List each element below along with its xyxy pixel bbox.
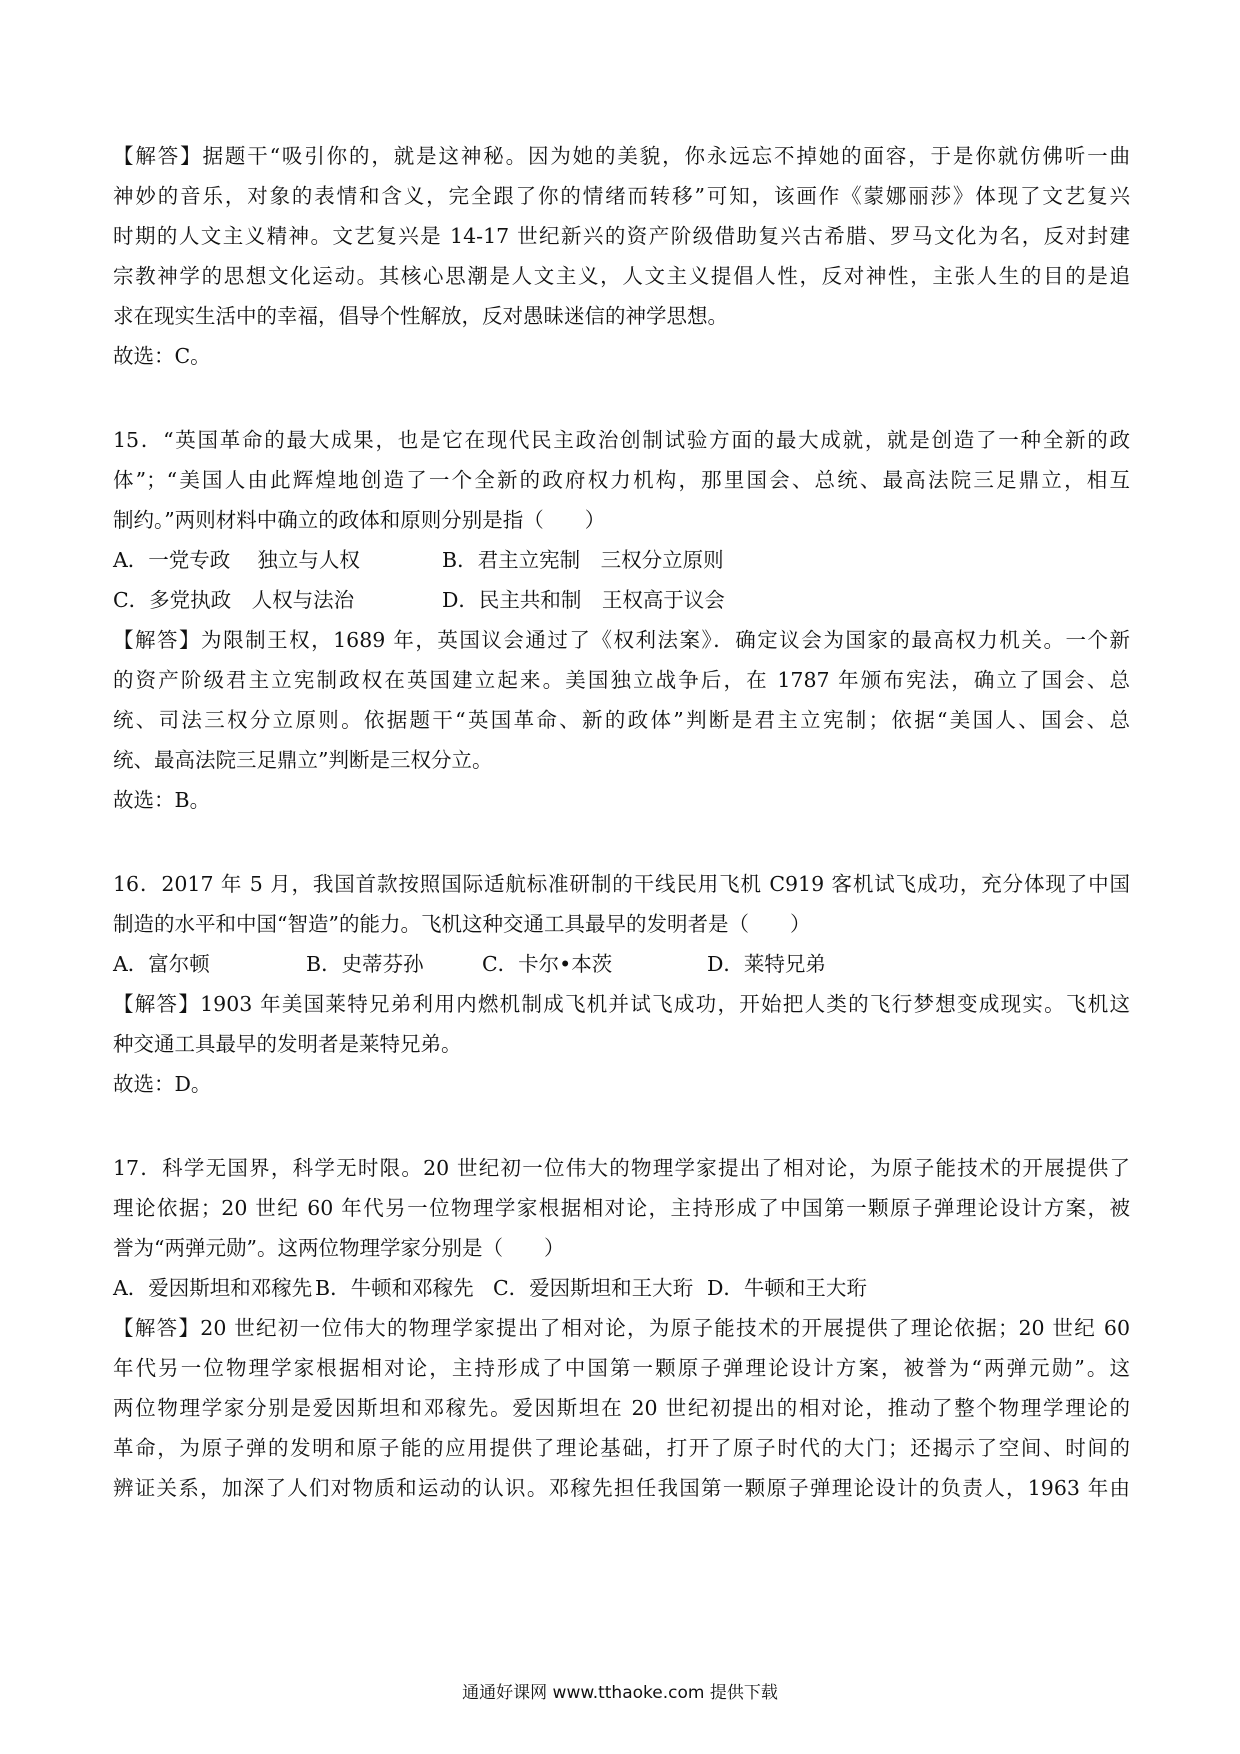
q14-analysis-line: 宗教神学的思想文化运动。其核心思潮是人文主义，人文主义提倡人性，反对神性，主张人生的目的是追 xyxy=(113,264,1130,288)
q17-stem-line: 理论依据；20 世纪 60 年代另一位物理学家根据相对论，主持形成了中国第一颗原子弹理论设计方案，被 xyxy=(113,1196,1130,1220)
q15-option-c: C．多党执政 人权与法治 xyxy=(113,588,355,612)
q16-answer: 故选：D。 xyxy=(113,1072,212,1096)
q15-analysis-line: 的资产阶级君主立宪制政权在英国建立起来。美国独立战争后，在 1787 年颁布宪法，确立了国会、总 xyxy=(113,668,1130,692)
q16-option-d: D．莱特兄弟 xyxy=(707,952,826,976)
q14-analysis-line: 时期的人文主义精神。文艺复兴是 14-17 世纪新兴的资产阶级借助复兴古希腊、罗马文化为名，反对封建 xyxy=(113,224,1130,248)
q17-analysis-line: 年代另一位物理学家根据相对论，主持形成了中国第一颗原子弹理论设计方案，被誉为“两弹元勋”。这 xyxy=(113,1356,1130,1380)
q17-options-row xyxy=(113,1268,1130,1308)
q14-block xyxy=(113,136,1130,376)
q17-stem-line: 誉为“两弹元勋”。这两位物理学家分别是（ ） xyxy=(113,1236,565,1260)
q17-option-c: C．爱因斯坦和王大珩 xyxy=(493,1276,694,1300)
q15-option-d: D．民主共和制 王权高于议会 xyxy=(442,588,725,612)
q17-analysis-line: 革命，为原子弹的发明和原子能的应用提供了理论基础，打开了原子时代的大门；还揭示了空间、时间的 xyxy=(113,1436,1130,1460)
q16-option-a: A．富尔顿 xyxy=(113,952,210,976)
q15-analysis-line: 统、最高法院三足鼎立”判断是三权分立。 xyxy=(113,748,493,772)
q15-options-row xyxy=(113,540,1130,580)
q16-option-b: B．史蒂芬孙 xyxy=(306,952,424,976)
q14-analysis-line: 神妙的音乐，对象的表情和含义，完全跟了你的情绪而转移”可知，该画作《蒙娜丽莎》体现了文艺复兴 xyxy=(113,184,1130,208)
q14-analysis-line: 求在现实生活中的幸福，倡导个性解放，反对愚昧迷信的神学思想。 xyxy=(113,304,728,328)
q15-stem-line: 体”；“美国人由此辉煌地创造了一个全新的政府权力机构，那里国会、总统、最高法院三足鼎立，相互 xyxy=(113,468,1130,492)
q16-options-row xyxy=(113,944,1130,984)
q16-analysis-line: 种交通工具最早的发明者是莱特兄弟。 xyxy=(113,1032,462,1056)
q17-option-b: B．牛顿和邓稼先 xyxy=(315,1276,474,1300)
q15-analysis-line: 【解答】为限制王权，1689 年，英国议会通过了《权利法案》．确定议会为国家的最高权力机关。一个新 xyxy=(113,628,1130,652)
q17-block xyxy=(113,1148,1130,1508)
q14-answer: 故选：C。 xyxy=(113,344,211,368)
q15-answer: 故选：B。 xyxy=(113,788,211,812)
q17-option-d: D．牛顿和王大珩 xyxy=(707,1276,867,1300)
q16-stem-line: 制造的水平和中国“智造”的能力。飞机这种交通工具最早的发明者是（ ） xyxy=(113,912,811,936)
q17-analysis-line: 辨证关系，加深了人们对物质和运动的认识。邓稼先担任我国第一颗原子弹理论设计的负责人，1963 年由 xyxy=(113,1476,1130,1500)
q15-analysis-line: 统、司法三权分立原则。依据题干“英国革命、新的政体”判断是君主立宪制；依据“美国人、国会、总 xyxy=(113,708,1130,732)
q15-stem-line: 15．“英国革命的最大成果，也是它在现代民主政治创制试验方面的最大成就，就是创造了一种全新的政 xyxy=(113,428,1130,452)
q15-options-row xyxy=(113,580,1130,620)
q16-analysis-line: 【解答】1903 年美国莱特兄弟利用内燃机制成飞机并试飞成功，开始把人类的飞行梦想变成现实。飞机这 xyxy=(113,992,1130,1016)
q17-analysis-line: 两位物理学家分别是爱因斯坦和邓稼先。爱因斯坦在 20 世纪初提出的相对论，推动了整个物理学理论的 xyxy=(113,1396,1130,1420)
q17-stem-line: 17．科学无国界，科学无时限。20 世纪初一位伟大的物理学家提出了相对论，为原子能技术的开展提供了 xyxy=(113,1156,1130,1180)
q14-analysis-line: 【解答】据题干“吸引你的，就是这神秘。因为她的美貌，你永远忘不掉她的面容，于是你就仿佛听一曲 xyxy=(113,144,1130,168)
q16-stem-line: 16．2017 年 5 月，我国首款按照国际适航标准研制的干线民用飞机 C919 客机试飞成功，充分体现了中国 xyxy=(113,872,1130,896)
q16-block xyxy=(113,864,1130,1104)
q15-block xyxy=(113,420,1130,820)
q15-stem-line: 制约。”两则材料中确立的政体和原则分别是指（ ） xyxy=(113,508,606,532)
q17-analysis-line: 【解答】20 世纪初一位伟大的物理学家提出了相对论，为原子能技术的开展提供了理论依据；20 世纪 60 xyxy=(113,1316,1130,1340)
q15-option-a: A．一党专政 独立与人权 xyxy=(113,548,360,572)
q17-option-a: A．爱因斯坦和邓稼先 xyxy=(113,1276,313,1300)
q15-option-b: B．君主立宪制 三权分立原则 xyxy=(442,548,724,572)
q16-option-c: C．卡尔•本茨 xyxy=(482,952,613,976)
page-footer: 通通好课网 www.tthaoke.com 提供下载 xyxy=(462,1683,778,1703)
